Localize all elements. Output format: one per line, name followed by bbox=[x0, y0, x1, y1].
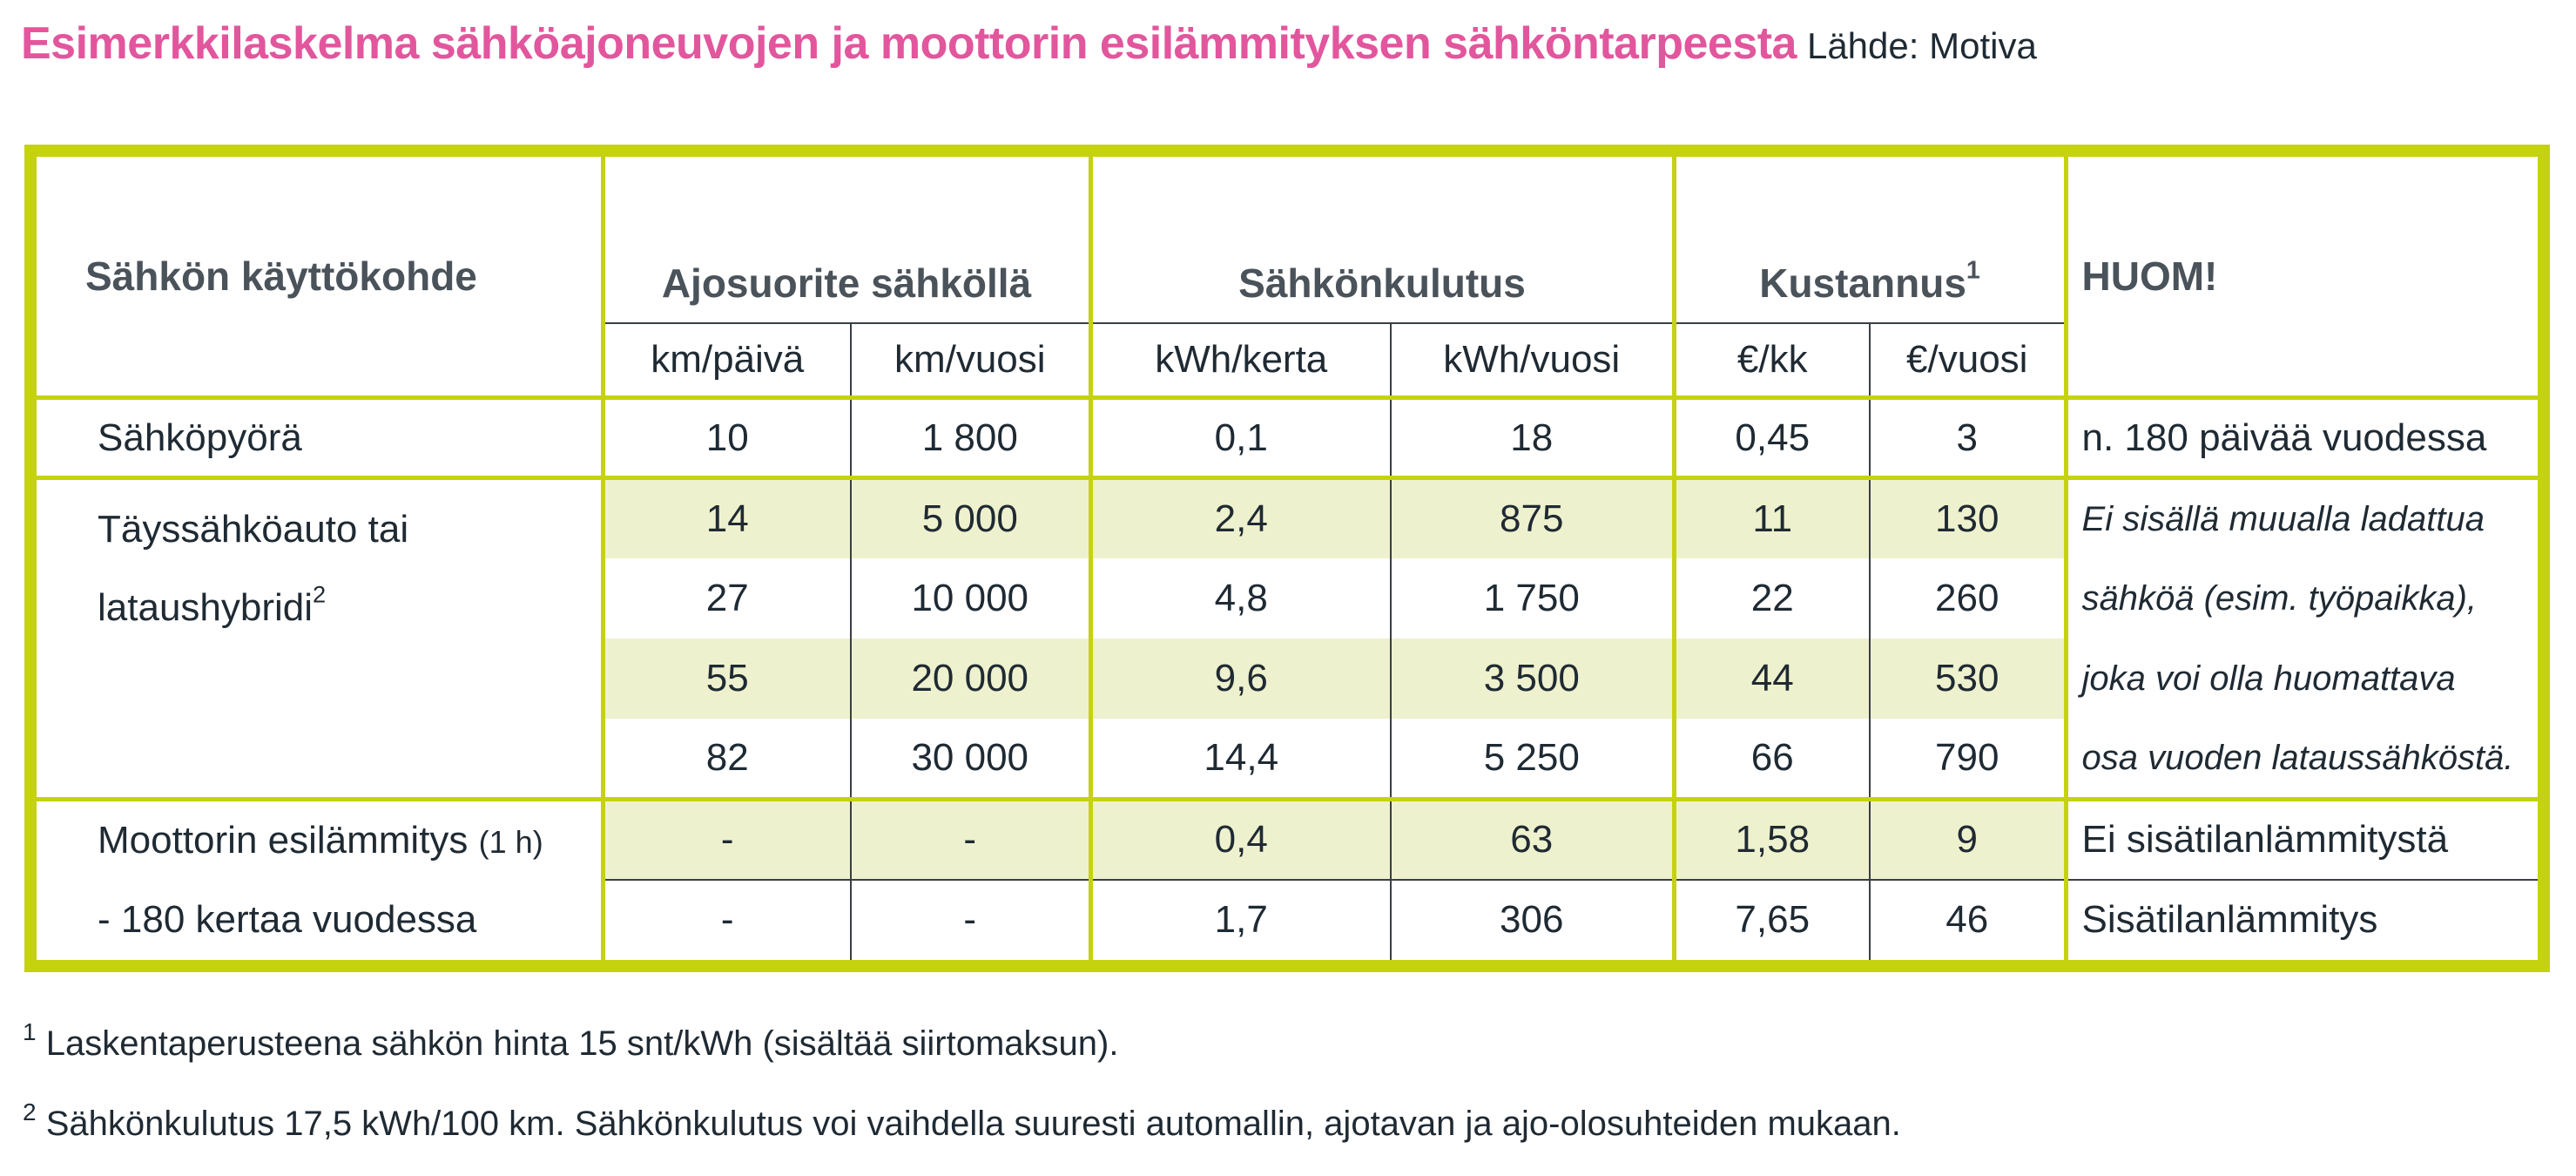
table-cell: 9,6 bbox=[1090, 639, 1391, 719]
table-cell: 2,4 bbox=[1090, 478, 1391, 558]
table-cell: 0,1 bbox=[1090, 398, 1391, 478]
row-label-preheat-small: (1 h) bbox=[478, 823, 543, 860]
row-label-bike: Sähköpyörä bbox=[37, 398, 603, 478]
table-cell: 875 bbox=[1391, 478, 1674, 558]
table-row-preheat-2 bbox=[37, 880, 2538, 960]
footnote-2 bbox=[23, 1098, 1901, 1144]
header-km-day: km/päivä bbox=[603, 323, 851, 398]
data-table-frame bbox=[24, 145, 2550, 972]
table-cell: 1,7 bbox=[1090, 880, 1391, 960]
row-note-car-1: Ei sisällä muualla ladattua bbox=[2081, 499, 2485, 538]
row-note-preheat-2: Sisätilanlämmitys bbox=[2081, 898, 2378, 942]
table-cell: 3 500 bbox=[1391, 639, 1674, 719]
page-title bbox=[21, 17, 2037, 70]
row-label-preheat-line2: - 180 kertaa vuodessa bbox=[37, 880, 603, 960]
table-cell: 1,58 bbox=[1674, 800, 1870, 880]
row-note-preheat-1: Ei sisätilanlämmitystä bbox=[2066, 800, 2538, 880]
table-cell: - bbox=[851, 800, 1090, 880]
table-cell: 18 bbox=[1391, 398, 1674, 478]
header-cost-sup: 1 bbox=[1966, 256, 1980, 285]
table-row-car-1 bbox=[37, 478, 2538, 558]
table-cell: 0,45 bbox=[1674, 398, 1870, 478]
row-note-car-2: sähköä (esim. työpaikka), bbox=[2081, 578, 2478, 618]
table-cell: 5 250 bbox=[1391, 719, 1674, 799]
header-kwh-time: kWh/kerta bbox=[1090, 323, 1391, 398]
row-label-preheat-line1 bbox=[37, 800, 603, 880]
table-cell: 3 bbox=[1870, 398, 2066, 478]
row-note-bike: n. 180 päivää vuodessa bbox=[2066, 398, 2538, 478]
table-cell: 306 bbox=[1391, 880, 1674, 960]
row-label-car-sup: 2 bbox=[313, 580, 327, 608]
table-cell: 260 bbox=[1870, 558, 2066, 639]
table-cell: 20 000 bbox=[851, 639, 1090, 719]
table-cell: 1 800 bbox=[851, 398, 1090, 478]
table-cell: 790 bbox=[1870, 719, 2066, 799]
table-cell: 66 bbox=[1674, 719, 1870, 799]
table-cell: 55 bbox=[603, 639, 851, 719]
row-label-preheat-text: Moottorin esilämmitys bbox=[98, 818, 469, 862]
table-cell: 9 bbox=[1870, 800, 2066, 880]
row-label-car-line1: Täyssähköauto tai bbox=[98, 508, 409, 551]
row-note-car-3: joka voi olla huomattava bbox=[2081, 659, 2456, 698]
table-cell: 44 bbox=[1674, 639, 1870, 719]
table-cell: 1 750 bbox=[1391, 558, 1674, 639]
footnote-2-text: Sähkönkulutus 17,5 kWh/100 km. Sähkönkulutus voi vaihdella suuresti automallin, ajotavan ja ajo-olosuhteiden mukaan. bbox=[45, 1105, 1901, 1143]
footnote-2-mark: 2 bbox=[23, 1098, 37, 1126]
header-eur-month: €/kk bbox=[1674, 323, 1870, 398]
table-cell: 530 bbox=[1870, 639, 2066, 719]
electricity-table bbox=[37, 157, 2538, 960]
header-consumption: Sähkönkulutus bbox=[1090, 157, 1674, 323]
row-label-car bbox=[37, 478, 603, 800]
table-cell: 130 bbox=[1870, 478, 2066, 558]
table-cell: 5 000 bbox=[851, 478, 1090, 558]
table-cell: 22 bbox=[1674, 558, 1870, 639]
row-note-car-4: osa vuoden lataussähköstä. bbox=[2066, 719, 2538, 799]
header-eur-year: €/vuosi bbox=[1870, 323, 2066, 398]
table-cell: 27 bbox=[603, 558, 851, 639]
header-kwh-year: kWh/vuosi bbox=[1391, 323, 1674, 398]
source-text: Lähde: Motiva bbox=[1806, 25, 2037, 66]
header-use: Sähkön käyttökohde bbox=[37, 157, 603, 398]
row-label-car-line2: lataushybridi bbox=[98, 586, 314, 630]
table-cell: 0,4 bbox=[1090, 800, 1391, 880]
table-cell: 7,65 bbox=[1674, 880, 1870, 960]
table-cell: 46 bbox=[1870, 880, 2066, 960]
header-km-year: km/vuosi bbox=[851, 323, 1090, 398]
table-row-preheat-1 bbox=[37, 800, 2538, 880]
footnote-1-mark: 1 bbox=[23, 1018, 37, 1046]
table-cell: 4,8 bbox=[1090, 558, 1391, 639]
table-cell: - bbox=[603, 880, 851, 960]
title-text: Esimerkkilaskelma sähköajoneuvojen ja moottorin esilämmityksen sähköntarpeesta bbox=[21, 18, 1797, 69]
table-cell: 10 000 bbox=[851, 558, 1090, 639]
footnote-1-text: Laskentaperusteena sähkön hinta 15 snt/kWh (sisältää siirtomaksun). bbox=[45, 1024, 1119, 1063]
header-cost bbox=[1674, 157, 2066, 323]
table-cell: 10 bbox=[603, 398, 851, 478]
table-cell: 30 000 bbox=[851, 719, 1090, 799]
table-cell: - bbox=[603, 800, 851, 880]
footnote-1 bbox=[23, 1018, 1119, 1064]
header-note: HUOM! bbox=[2066, 157, 2538, 398]
table-cell: - bbox=[851, 880, 1090, 960]
table-cell: 14 bbox=[603, 478, 851, 558]
header-distance: Ajosuorite sähköllä bbox=[603, 157, 1090, 323]
table-row-bike bbox=[37, 398, 2538, 478]
table-cell: 63 bbox=[1391, 800, 1674, 880]
table-cell: 14,4 bbox=[1090, 719, 1391, 799]
table-cell: 82 bbox=[603, 719, 851, 799]
header-row-groups bbox=[37, 157, 2538, 323]
header-cost-label: Kustannus bbox=[1759, 260, 1966, 306]
table-cell: 11 bbox=[1674, 478, 1870, 558]
